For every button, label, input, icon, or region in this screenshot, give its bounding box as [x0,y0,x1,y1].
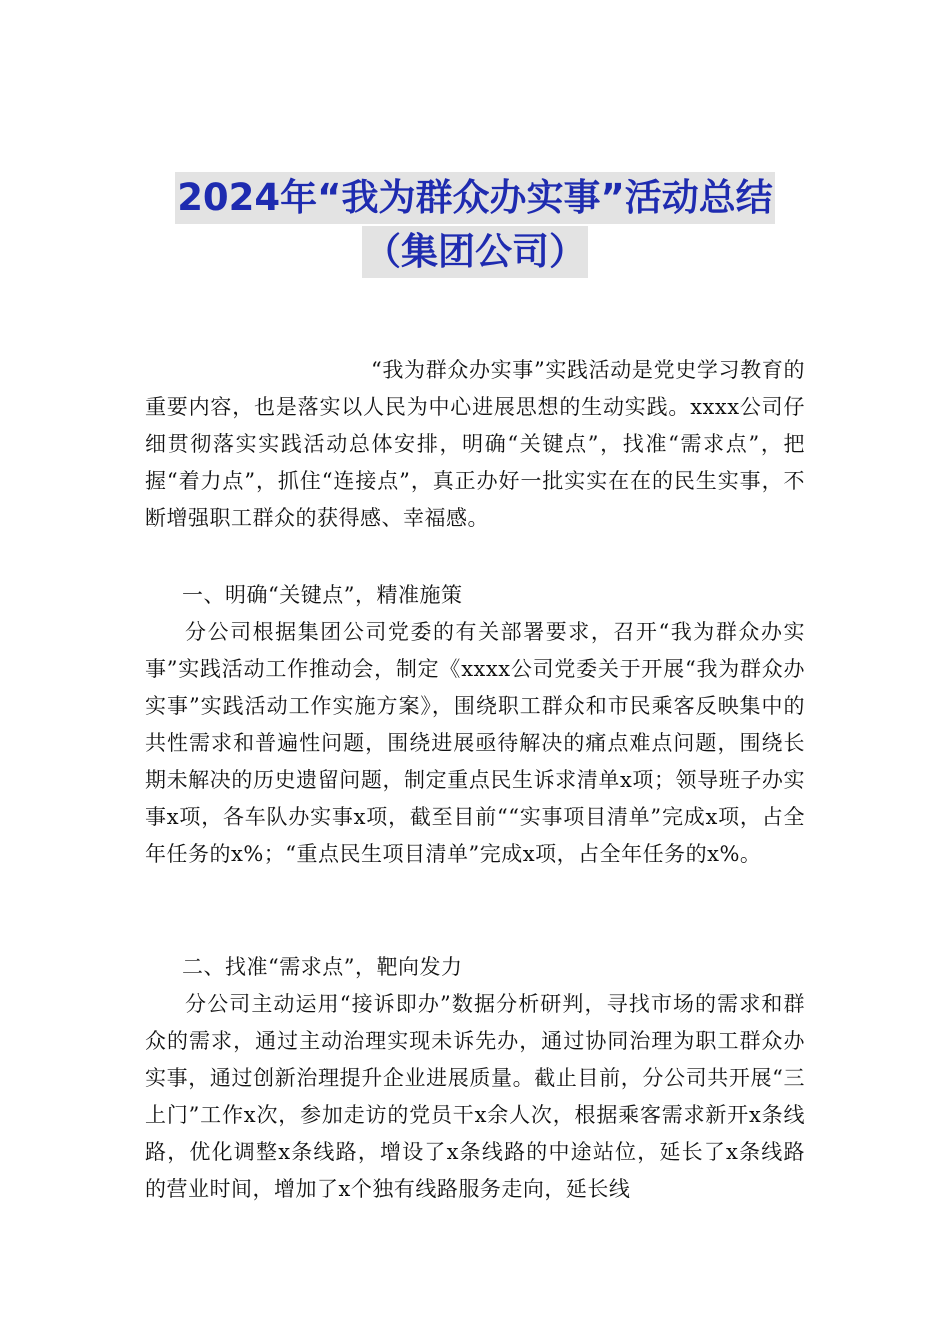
document-title [0,172,950,278]
section-1-paragraph: 分公司根据集团公司党委的有关部署要求，召开“我为群众办实事”实践活动工作推动会，制定《xxxx公司党委关于开展“我为群众办实事”实践活动工作实施方案》，围绕职工群众和市民乘客反映集中的共性需求和普遍性问题，围绕进展亟待解决的痛点难点问题，围绕长期未解决的历史遗留问题，制定重点民生诉求清单x项；领导班子办实事x项，各车队办实事x项，截至目前““实事项目清单”完成x项，占全年任务的x%；“重点民生项目清单”完成x项，占全年任务的x%。 [145,620,805,866]
title-line-1: 2024年“我为群众办实事”活动总结 [175,172,775,224]
title-line-2: （集团公司） [362,226,588,278]
section-1-heading: 一、明确“关键点”，精准施策 [182,583,463,607]
intro-paragraph: “我为群众办实事”实践活动是党史学习教育的重要内容，也是落实以人民为中心进展思想的生动实践。xxxx公司仔细贯彻落实实践活动总体安排，明确“关键点”，找准“需求点”，把握“着力点”，抓住“连接点”，真正办好一批实实在在的民生实事，不断增强职工群众的获得感、幸福感。 [145,358,805,530]
section-2-heading: 二、找准“需求点”，靶向发力 [182,955,463,979]
section-2-paragraph: 分公司主动运用“接诉即办”数据分析研判，寻找市场的需求和群众的需求，通过主动治理实现未诉先办，通过协同治理为职工群众办实事，通过创新治理提升企业进展质量。截止目前，分公司共开展“三上门”工作x次，参加走访的党员干x余人次，根据乘客需求新开x条线路，优化调整x条线路，增设了x条线路的中途站位，延长了x条线路的营业时间，增加了x个独有线路服务走向，延长线 [145,992,805,1201]
